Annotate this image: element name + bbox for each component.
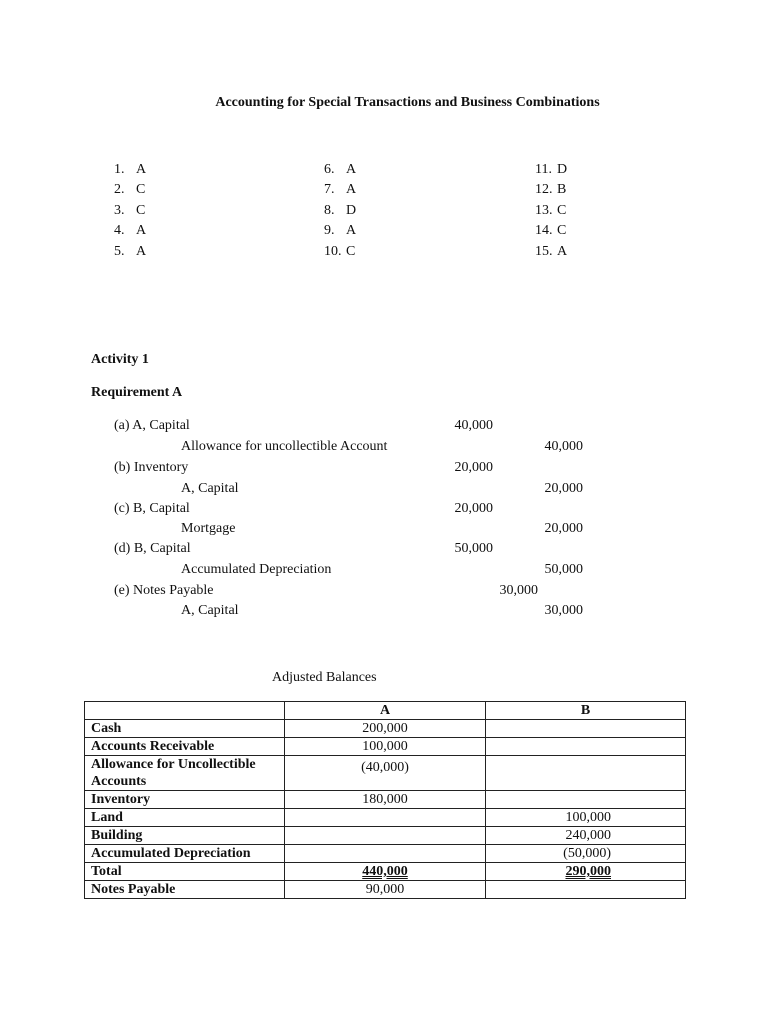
answer-item: 4. A (114, 223, 147, 238)
table-row (85, 809, 686, 827)
cell-b (486, 881, 686, 899)
table-header-row (85, 702, 686, 720)
total-b: 290,000 (565, 864, 611, 879)
journal-credit-amount: 20,000 (544, 481, 583, 496)
total-a: 440,000 (362, 864, 408, 879)
cell-a (285, 809, 486, 827)
journal-debit-amount: 20,000 (454, 460, 493, 475)
table-row (85, 845, 686, 863)
journal-debit-amount: 30,000 (499, 583, 538, 598)
answer-item: 6. A (324, 162, 357, 177)
activity-heading: Activity 1 (91, 352, 149, 367)
table-row-total (85, 863, 686, 881)
table-row (85, 738, 686, 756)
cell-a: 200,000 (285, 720, 486, 738)
cell-a (285, 863, 486, 881)
adjusted-balances-table (84, 701, 686, 899)
cell-b: 240,000 (486, 827, 686, 845)
row-label: Land (85, 809, 285, 827)
journal-credit-label: Accumulated Depreciation (181, 562, 332, 577)
answer-item: 11. D (535, 162, 568, 177)
row-label: Accumulated Depreciation (85, 845, 285, 863)
journal-credit-amount: 30,000 (544, 603, 583, 618)
journal-debit-label: (a) A, Capital (114, 418, 190, 433)
cell-b: 100,000 (486, 809, 686, 827)
table-row (85, 791, 686, 809)
cell-b (486, 738, 686, 756)
journal-credit-label: Mortgage (181, 521, 236, 536)
row-label: Inventory (85, 791, 285, 809)
journal-credit-amount: 40,000 (544, 439, 583, 454)
cell-b (486, 863, 686, 881)
journal-debit-label: (c) B, Capital (114, 501, 190, 516)
journal-debit-amount: 20,000 (454, 501, 493, 516)
cell-b: (50,000) (486, 845, 686, 863)
answer-item: 2. C (114, 182, 146, 197)
journal-debit-amount: 50,000 (454, 541, 493, 556)
journal-debit-label: (d) B, Capital (114, 541, 191, 556)
table-row (85, 756, 686, 791)
journal-debit-label: (e) Notes Payable (114, 583, 214, 598)
journal-credit-label: A, Capital (181, 603, 239, 618)
answer-item: 7. A (324, 182, 357, 197)
document-title: Accounting for Special Transactions and Business Combinations (215, 95, 600, 110)
journal-credit-label: A, Capital (181, 481, 239, 496)
cell-a: 180,000 (285, 791, 486, 809)
requirement-heading: Requirement A (91, 385, 183, 400)
row-label: Building (85, 827, 285, 845)
table-row (85, 827, 686, 845)
answer-item: 10. C (324, 244, 356, 259)
cell-a: (40,000) (285, 756, 486, 791)
answer-item: 15. A (535, 244, 568, 259)
cell-b (486, 720, 686, 738)
table-row (85, 881, 686, 899)
row-label: Notes Payable (85, 881, 285, 899)
cell-a (285, 845, 486, 863)
balances-title: Adjusted Balances (272, 670, 377, 685)
row-label: Accounts Receivable (85, 738, 285, 756)
row-label: Cash (85, 720, 285, 738)
answer-item: 9. A (324, 223, 357, 238)
column-header-b: B (486, 702, 686, 720)
journal-debit-amount: 40,000 (454, 418, 493, 433)
table-row (85, 720, 686, 738)
answer-item: 3. C (114, 203, 146, 218)
cell-a: 100,000 (285, 738, 486, 756)
cell-b (486, 791, 686, 809)
row-label: Allowance for Uncollectible Accounts (85, 756, 285, 791)
journal-debit-label: (b) Inventory (114, 460, 189, 475)
column-header-a: A (285, 702, 486, 720)
journal-credit-label: Allowance for uncollectible Account (181, 439, 388, 454)
answer-item: 8. D (324, 203, 357, 218)
answer-item: 14. C (535, 223, 567, 238)
journal-credit-amount: 20,000 (544, 521, 583, 536)
cell-a: 90,000 (285, 881, 486, 899)
answer-item: 5. A (114, 244, 147, 259)
row-label: Total (85, 863, 285, 881)
answer-item: 12. B (535, 182, 567, 197)
cell-b (486, 756, 686, 791)
answer-item: 13. C (535, 203, 567, 218)
answer-item: 1. A (114, 162, 147, 177)
cell-a (285, 827, 486, 845)
column-header (85, 702, 285, 720)
journal-credit-amount: 50,000 (544, 562, 583, 577)
